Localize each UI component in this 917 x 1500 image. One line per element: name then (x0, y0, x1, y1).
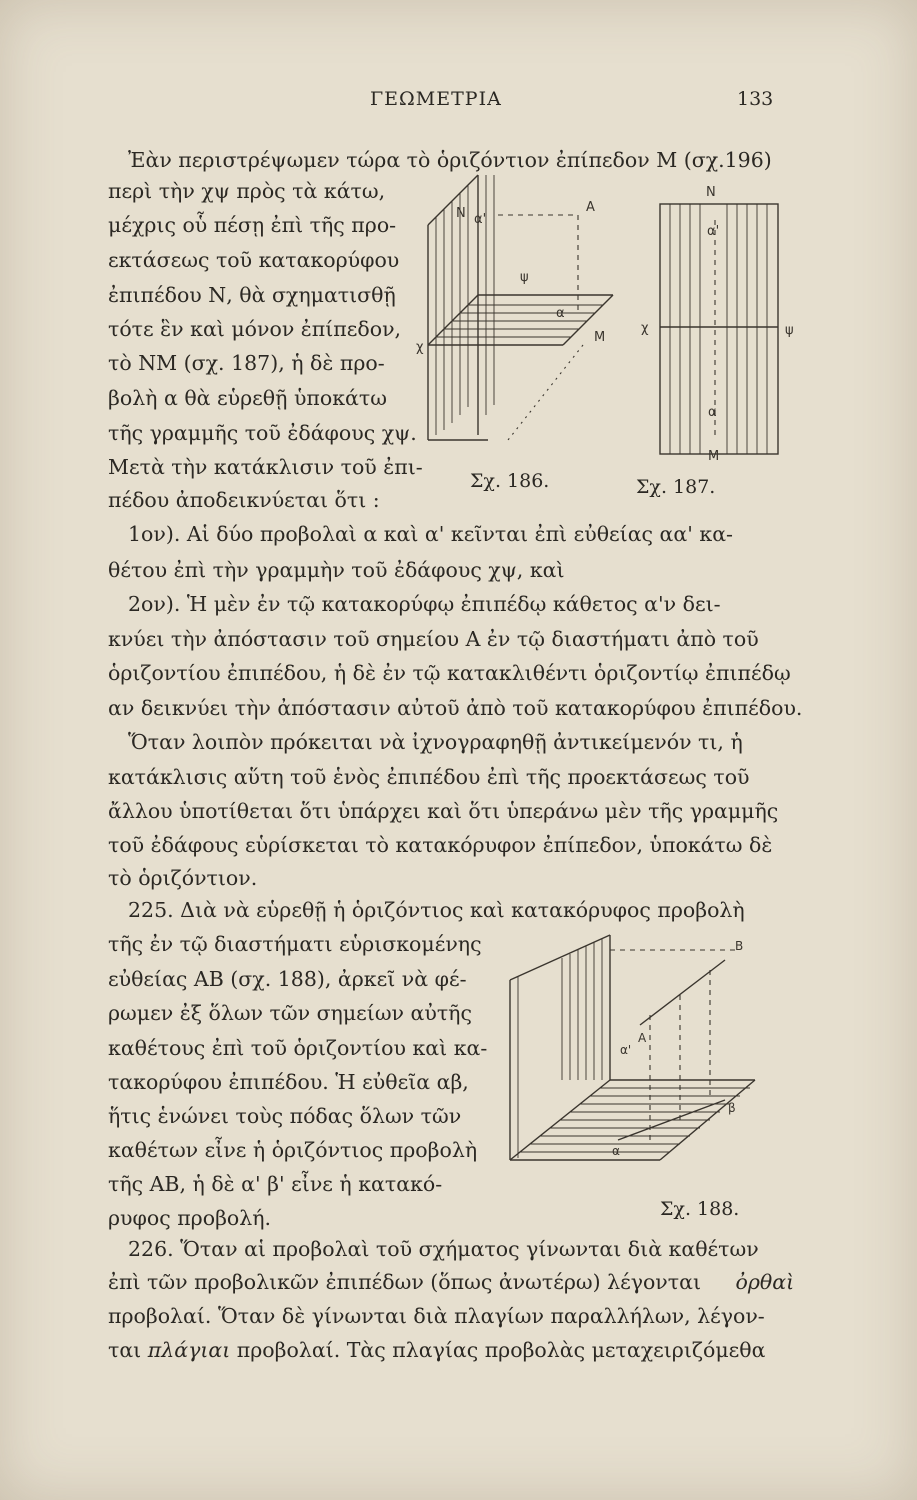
fig188-label-b-cap: Β (735, 939, 744, 953)
fig187-label-psi: ψ (785, 323, 794, 338)
fig187-label-x: χ (641, 321, 649, 336)
para226-emphasis-plagiai: πλάγιαι (147, 1338, 231, 1362)
fig186-label-a: α (556, 306, 565, 321)
fig188-label-a-cap: Α (638, 1031, 647, 1045)
para225-line: ρυφος προβολή. (108, 1206, 272, 1230)
para1-line: τὸ ΝΜ (σχ. 187), ἡ δὲ προ- (108, 351, 385, 375)
fig188-label-b: β (728, 1101, 736, 1115)
para226-line: προβολαί. Ὅταν δὲ γίνωνται διὰ πλαγίων παραλλήλων, λέγον- (108, 1304, 765, 1328)
fig188-label-a: α (612, 1144, 620, 1158)
para1-line: βολὴ α θὰ εὑρεθῇ ὑποκάτω (108, 386, 387, 410)
running-title: ΓΕΩΜΕΤΡΙΑ (370, 88, 502, 110)
para225-line: εὐθείας ΑΒ (σχ. 188), ἀρκεῖ νὰ φέ- (108, 967, 467, 991)
fig187-label-a-prime: α' (707, 224, 720, 239)
item2-line: ὁριζοντίου ἐπιπέδου, ἡ δὲ ἐν τῷ κατακλιθέντι ὁριζοντίῳ ἐπιπέδῳ (108, 661, 791, 685)
para2-line: τὸ ὁριζόντιον. (108, 866, 258, 890)
fig186-label-m: Μ (594, 330, 606, 345)
para226-line4-end: προβολαί. Τὰς πλαγίας προβολὰς μεταχειριζόμεθα (236, 1338, 766, 1362)
item1-line: 1ον). Αἱ δύο προβολαὶ α καὶ α' κεῖνται ἐπὶ εὐθείας αα' κα- (128, 522, 733, 546)
fig188-vertical-plane (510, 935, 610, 1160)
para225-line: τακορύφου ἐπιπέδου. Ἡ εὐθεῖα αβ, (108, 1070, 469, 1094)
para2-line: Ὅταν λοιπὸν πρόκειται νὰ ἰχνογραφηθῇ ἀντικείμενόν τι, ἡ (128, 730, 743, 754)
para226-line (108, 1268, 794, 1296)
fig186-caption: Σχ. 186. (470, 470, 550, 492)
para226-emphasis-orthai: ὀρθαὶ (735, 1270, 795, 1294)
fig186-label-n: Ν (456, 206, 466, 221)
fig186-horizontal-plane (428, 295, 613, 345)
fig187-label-m: Μ (708, 449, 720, 464)
para226-line2-text: ἐπὶ τῶν προβολικῶν ἐπιπέδων (ὅπως ἀνωτέρω) λέγονται (108, 1270, 701, 1294)
fig188-label-a-prime: α' (620, 1043, 632, 1057)
fig187-label-a: α (708, 405, 717, 420)
para225-line: καθέτους ἐπὶ τοῦ ὁριζοντίου καὶ κα- (108, 1036, 488, 1060)
para1-line: Μετὰ τὴν κατάκλισιν τοῦ ἐπι- (108, 455, 423, 479)
para1-line: εκτάσεως τοῦ κατακορύφου (108, 248, 400, 272)
fig187-label-n: Ν (706, 185, 716, 200)
item2-line: κνύει τὴν ἀπόστασιν τοῦ σημείου Α ἐν τῷ διαστήματι ἀπὸ τοῦ (108, 627, 759, 651)
figure-186 (408, 165, 608, 425)
para225-line: ρωμεν ἐξ ὅλων τῶν σημείων αὐτῆς (108, 1001, 472, 1025)
fig187-caption: Σχ. 187. (636, 476, 716, 498)
item2-line: 2ον). Ἡ μὲν ἐν τῷ κατακορύφῳ ἐπιπέδῳ κάθετος α'ν δει- (128, 592, 721, 616)
page-number: 133 (737, 88, 774, 110)
running-header (0, 88, 917, 118)
figure-188 (500, 930, 760, 1160)
fig188-caption: Σχ. 188. (660, 1198, 740, 1220)
para225-line: καθέτων εἶνε ἡ ὁριζόντιος προβολὴ (108, 1138, 478, 1162)
para226-line4-start: ται (108, 1338, 142, 1362)
fig186-label-x: χ (416, 340, 424, 355)
fig186-label-a-cap: Α (586, 200, 595, 215)
para226-line (108, 1336, 765, 1364)
para225-line: ἥτις ἑνώνει τοὺς πόδας ὅλων τῶν (108, 1104, 462, 1128)
para225-line: 225. Διὰ νὰ εὑρεθῇ ἡ ὁριζόντιος καὶ κατακόρυφος προβολὴ (128, 898, 745, 922)
para225-line: τῆς ΑΒ, ἡ δὲ α' β' εἶνε ἡ κατακό- (108, 1172, 443, 1196)
para1-line: τῆς γραμμῆς τοῦ ἐδάφους χψ. (108, 421, 417, 445)
para1-line: περὶ τὴν χψ πρὸς τὰ κάτω, (108, 179, 386, 203)
fig186-label-a-prime: α' (474, 212, 487, 227)
item1-line: θέτου ἐπὶ τὴν γραμμὴν τοῦ ἐδάφους χψ, καὶ (108, 558, 565, 582)
para1-line: τότε ἓν καὶ μόνον ἐπίπεδον, (108, 317, 402, 341)
fig186-label-psi: ψ (520, 270, 529, 285)
para1-line: μέχρις οὗ πέσῃ ἐπὶ τῆς προ- (108, 213, 397, 237)
para1-line: ἐπιπέδου Ν, θὰ σχηματισθῇ (108, 283, 396, 307)
para2-line: κατάκλισις αὕτη τοῦ ἑνὸς ἐπιπέδου ἐπὶ τῆς προεκτάσεως τοῦ (108, 765, 750, 789)
item2-line: αν δεικνύει τὴν ἀπόστασιν αὐτοῦ ἀπὸ τοῦ κατακορύφου ἐπιπέδου. (108, 696, 803, 720)
para2-line: τοῦ ἐδάφους εὑρίσκεται τὸ κατακόρυφον ἐπίπεδον, ὑποκάτω δὲ (108, 833, 773, 857)
para1-line: πέδου ἀποδεικνύεται ὅτι : (108, 488, 380, 512)
figure-187 (641, 185, 794, 464)
para226-line: 226. Ὅταν αἱ προβολαὶ τοῦ σχήματος γίνωνται διὰ καθέτων (128, 1237, 759, 1261)
para225-line: τῆς ἐν τῷ διαστήματι εὑρισκομένης (108, 932, 482, 956)
para2-line: ἄλλου ὑποτίθεται ὅτι ὑπάρχει καὶ ὅτι ὑπεράνω μὲν τῆς γραμμῆς (108, 799, 779, 823)
fig188-horizontal-plane (510, 1080, 755, 1160)
para1-line: Ἐὰν περιστρέψωμεν τώρα τὸ ὁριζόντιον ἐπίπεδον Μ (σχ.196) (128, 148, 772, 172)
